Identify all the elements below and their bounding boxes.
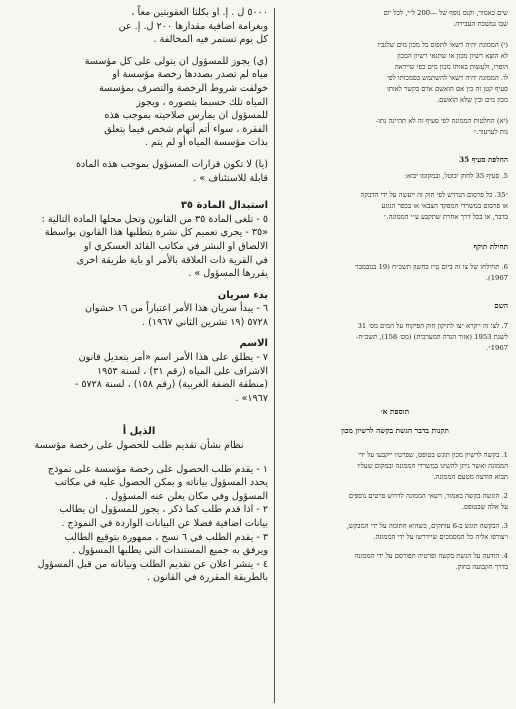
he-sec-line: בדבר, או בכל דרך אחרת שתקבע ע״י הממונה.״ xyxy=(383,213,508,221)
ar-sec-line: ٥٧٢٨ (١٩ تشرين الثاني ١٩٦٧) . xyxy=(142,316,268,328)
he-sec-line: 1967). xyxy=(485,274,508,282)
ar-appendix-item xyxy=(10,558,268,585)
he-item-line: הממונה ואשר ניתן להשיגו במשרדי הממונה ובמקום שעליו xyxy=(357,462,508,470)
ar-sec7-heading: الاسم xyxy=(239,338,268,350)
he-appendix-title: תוספת א׳ xyxy=(380,407,410,416)
ar-item-line: المسؤول وفي مكان يعلن عنه المسؤول . xyxy=(104,490,268,502)
he-para-line: סעיף קטן זה בין אם הואשם אדם בקשר לאותו xyxy=(386,85,508,93)
ar-item-line: ٣ - يقدم الطلب في ٦ نسخ ، ممهورة بتوقيع الطالب xyxy=(64,531,268,543)
he-appendix-item xyxy=(282,491,508,513)
ar-item-line: ٤ - ينشر اعلان عن تقديم الطلب وبياناته من قبل المسؤول xyxy=(37,558,268,570)
ar-para-y xyxy=(10,55,268,150)
he-para-line: מכון מים ובין שלא הואשם. xyxy=(436,96,508,104)
ar-item-line: بيانات اضافية فضلا عن البيانات الواردة في النموذج . xyxy=(61,518,268,529)
ar-para-line: (يا) لا تكون قرارات المسؤول بموجب هذه المادة xyxy=(76,158,268,170)
ar-para-line: بذات مؤسسة المياه أو لم يتم . xyxy=(144,137,268,149)
ar-sec-line: الالصاق او النشر في مكاتب القائد العسكري او xyxy=(83,240,268,252)
he-para-y xyxy=(282,40,508,106)
he-appendix-item xyxy=(282,450,508,483)
he-sec-line: 5. סעיף 35 לחוק יבוטל, ובמקומו יבוא: xyxy=(404,172,508,180)
he-para-line: לא הוצא רשיון מכון או שתנאי רשיון המכון xyxy=(397,52,508,60)
ar-para-ya xyxy=(10,158,268,185)
he-para-line: הופרו, ולעשות באותו מכון מים כפי שייראה xyxy=(394,63,508,71)
ar-appendix-item xyxy=(10,463,268,504)
he-item-line: 2. הוגשה בקשה כאמור, רשאי הממונה לדרוש פרטים נוספים xyxy=(348,492,508,500)
ar-appendix-list xyxy=(10,463,268,585)
he-item-line: ויצורפו אליה כל המסמכים שיידרשו על ידי הממונה. xyxy=(373,533,508,541)
ar-para-line: الفقرة ، سواء أتم أتهام شخص فيما يتعلق xyxy=(104,123,268,135)
column-divider xyxy=(274,8,275,703)
ar-appendix-title: الذيل أ xyxy=(122,426,156,438)
he-top-block xyxy=(282,8,508,30)
ar-item-line: ٢ - اذا قدم طلب كما ذكر ، يجوز للمسؤول ان يطالب xyxy=(59,504,268,516)
ar-sec6 xyxy=(10,302,268,329)
ar-sec-line: «٣٥ - يجري تعميم كل نشرة يتطلبها هذا القانون بواسطة xyxy=(44,227,268,239)
he-sec-line: 6. תחילתו של צו זה ביום ט״ז בחשון תשכ״ח (19 בנובמבר xyxy=(355,263,508,271)
ar-sec-line: ١٩٦٧» . xyxy=(235,392,268,404)
he-item-line: 1. בקשה לרשיון מכון תוגש בטופס, שפרטיו ייקבעו על ידי xyxy=(358,451,508,459)
he-appendix-subtitle: תקנות בדבר הגשת בקשה לרשיון מכון xyxy=(341,426,449,435)
he-appendix-list xyxy=(282,450,508,573)
ar-sec-line: الاشراف على المياه (رقم ٣١) ، لسنة ١٩٥٣ xyxy=(97,365,268,377)
ar-sec-line: في القرية ذات العلاقة بالأمر او باية طريقة اخرى xyxy=(76,254,268,266)
he-item-line: על אלה שבטופס. xyxy=(461,503,508,511)
he-sec7 xyxy=(282,321,508,354)
ar-para-line: مياه لم تصدر بصددها رخصة مؤسسة او xyxy=(112,69,268,81)
he-sec5-heading: החלפת סעיף 35 xyxy=(459,155,508,164)
ar-para-line: قابلة للاستئناف » . xyxy=(193,172,268,184)
he-item-line: 3. הבקשה תוגש ב-6 עותקים, כשהיא חתומה על ידי המבקש, xyxy=(346,522,508,530)
ar-para-line: (ي) يجوز للمسؤول ان يتولى على كل مؤسسة xyxy=(84,55,268,67)
he-sec-line: לשנת 1953 (אזור הגדה המערבית) (מס׳ 158), תשכ״ח- xyxy=(356,333,508,341)
he-sec7-heading: השם xyxy=(494,301,508,310)
he-para-line: (יא) החלטות הממונה לפי סעיף זה לא תהיינה נתו- xyxy=(375,117,508,125)
ar-sec5-heading: استبدال المادة ٣٥ xyxy=(180,200,268,212)
arabic-column xyxy=(10,6,268,706)
ar-appendix-item xyxy=(10,531,268,558)
he-sec-line: 1967״. xyxy=(485,344,508,352)
ar-item-line: ١ - يقدم طلب الحصول على رخصة مؤسسة على نموذج xyxy=(47,463,268,475)
ar-item-line: بالطريقة المقررة في القانون . xyxy=(146,572,268,584)
he-top-line: שים כאמור, וקנס נוסף של —200 ל״י, לכל יום xyxy=(383,9,508,17)
he-appendix-item xyxy=(282,521,508,543)
ar-sec-line: يقررها المسؤول » . xyxy=(188,268,268,280)
ar-top-line: وبغرامة اضافية مقدارها ٢٠٠ ل. إ. عن xyxy=(118,20,268,32)
he-para-ya xyxy=(282,116,508,138)
he-appendix-item xyxy=(282,551,508,573)
ar-appendix-subtitle: نظام بشأن تقديم طلب للحصول على رخصة مؤسسة xyxy=(34,440,244,452)
ar-item-line: يحدد المسؤول بياناته و يمكن الحصول عليه في مكاتب xyxy=(54,477,268,489)
he-sec5 xyxy=(282,171,508,223)
ar-appendix-item xyxy=(10,503,268,530)
ar-sec-line: ٦ - يبدأ سريان هذا الأمر اعتباراً من ١٦ حشوان xyxy=(85,303,268,315)
he-item-line: 4. הודעה על הגשת בקשה ופרטיה תפורסם על ידי הממונה xyxy=(354,552,508,560)
he-sec6-heading: תחילת תוקף xyxy=(473,242,508,251)
ar-sec5 xyxy=(10,213,268,281)
ar-sec7 xyxy=(10,351,268,405)
he-sec6 xyxy=(282,262,508,284)
he-para-line: (י) הממונה יהיה רשאי לתפוס כל מכון מים שלגביו xyxy=(377,41,508,49)
he-item-line: תבוא הודעה מטעם הממונה. xyxy=(433,473,508,481)
ar-para-line: المياه تلك حسبما يتصوره ، ويجوز xyxy=(136,96,268,108)
ar-top-line: ٥٠٠٠ ل . إ. او بكلتا العقوبتين معاً ، xyxy=(131,7,268,18)
ar-top-block xyxy=(10,6,268,47)
ar-sec-line: (منطقة الضفة الغربية) (رقم ١٥٨) ، لسنة ٥٧٢٨ - xyxy=(74,379,268,391)
he-sec-line: או פרסום במשרדי המפקד הצבאי או בכפר הנוגע xyxy=(381,202,508,210)
ar-sec-line: ٧ - يطلق على هذا الأمر اسم «أمر بتعديل قانون xyxy=(78,352,268,364)
he-para-line: נות לערעור.״ xyxy=(473,128,508,136)
he-top-line: שבו נמשכת העבירה. xyxy=(453,20,508,28)
ar-sec-line: ٥ - تلغى المادة ٣٥ من القانون وتحل محلها المادة التالية : xyxy=(41,213,268,225)
ar-sec6-heading: بدء سريان xyxy=(217,289,268,301)
he-sec-line: 7. לצו זה ייקרא ״צו לתיקון חוק הפיקוח על המים מס׳ 31 xyxy=(357,322,508,330)
hebrew-column xyxy=(282,8,508,708)
he-para-line: לו. הממונה יהיה רשאי להשתמש בסמכותו לפי xyxy=(387,74,508,82)
he-sec-line: ״35. כל פרסום הנדרש לפי חוק זה ייעשה על ידי הדבקה xyxy=(360,191,508,199)
ar-item-line: ويرفق به جميع المستندات التي يطلبها المسؤول . xyxy=(72,545,268,557)
he-item-line: בדרך הקבועה בחוק. xyxy=(455,563,508,571)
ar-para-line: خولفت شروط الرخصة والتصرف بمؤسسة xyxy=(99,82,268,94)
ar-top-line: كل يوم تستمر فيه المخالفة . xyxy=(153,34,268,46)
ar-para-line: للمسؤول ان يمارس صلاحيته بموجب هذه xyxy=(104,110,268,122)
